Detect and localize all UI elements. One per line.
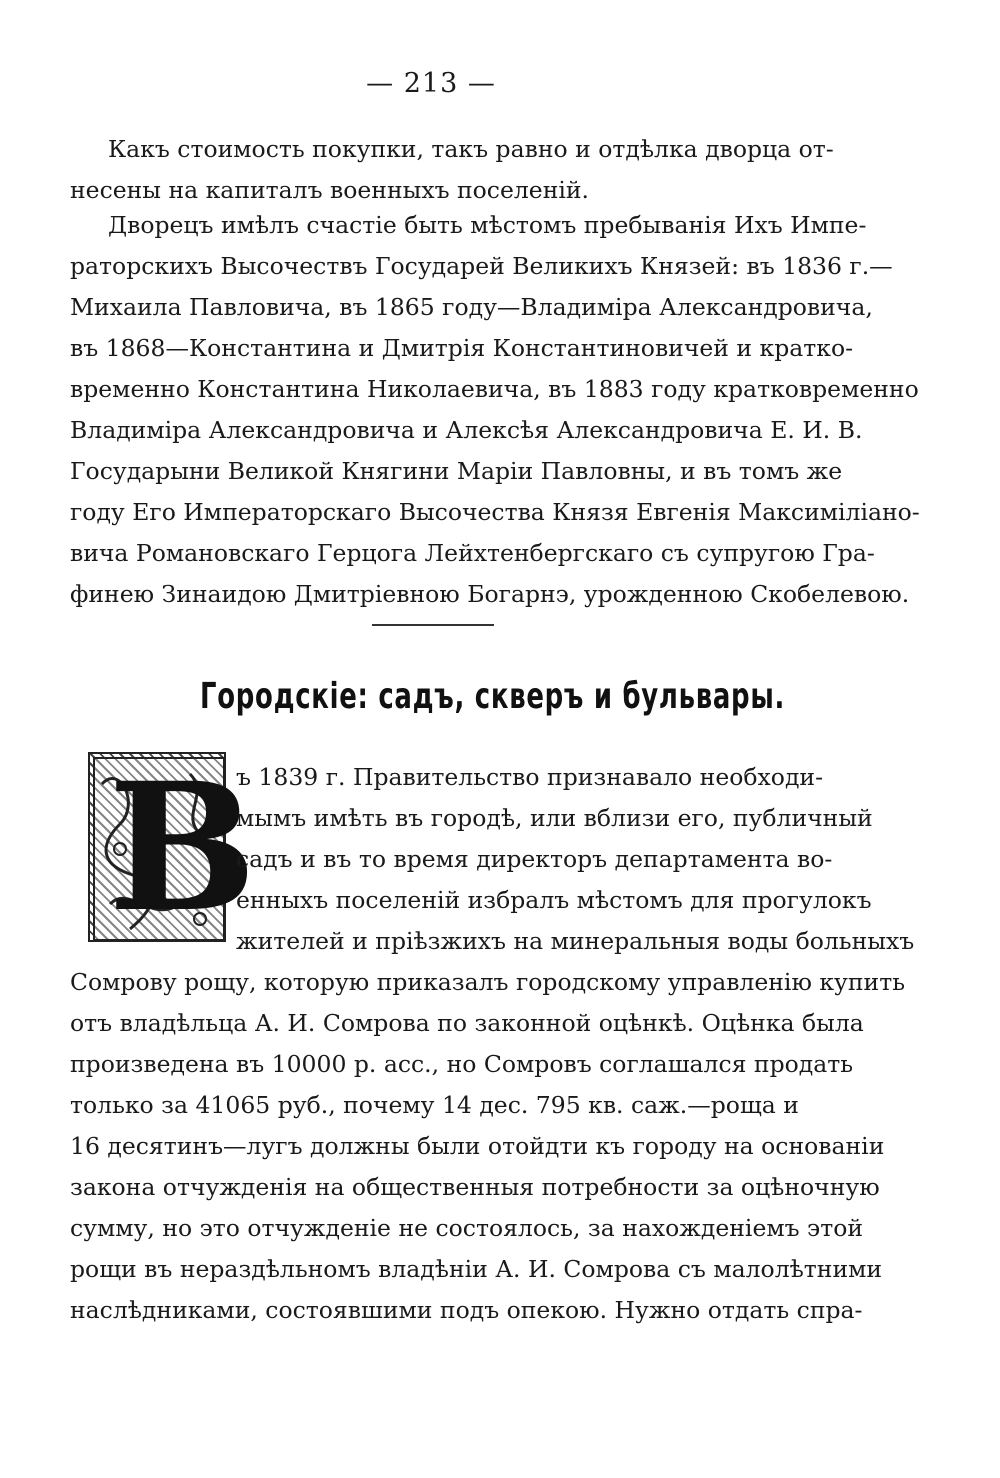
text-line: въ 1868—Константина и Дмитрія Константиновичей и кратко- <box>70 334 854 362</box>
text-line: финею Зинаидою Дмитріевною Богарнэ, урожденною Скобелевою. <box>70 580 910 608</box>
drop-cap-letter: В <box>108 744 257 951</box>
paragraph-palace-visitors <box>70 205 920 615</box>
text-line: закона отчужденія на общественныя потребности за оцѣночную <box>70 1173 880 1201</box>
paragraph-purchase-costs <box>70 129 834 211</box>
text-line: произведена въ 10000 р. асс., но Сомровъ соглашался продать <box>70 1050 854 1078</box>
paragraph-public-garden <box>70 744 915 1331</box>
text-line: 16 десятинъ—лугъ должны были отойдти къ городу на основаніи <box>70 1132 885 1160</box>
text-line: Дворецъ имѣлъ счастіе быть мѣстомъ пребыванія Ихъ Импе- <box>108 211 867 239</box>
text-line: вича Романовскаго Герцога Лейхтенбергскаго съ супругою Гра- <box>70 539 875 567</box>
text-line: году Его Императорскаго Высочества Князя Евгенія Максиміліано- <box>70 498 920 526</box>
section-heading: Городскіе: садъ, скверъ и бульвары. <box>200 676 786 717</box>
text-line: Михаила Павловича, въ 1865 году—Владиміра Александровича, <box>70 293 873 321</box>
text-line: отъ владѣльца А. И. Сомрова по законной оцѣнкѣ. Оцѣнка была <box>70 1009 864 1037</box>
text-line: раторскихъ Высочествъ Государей Великихъ Князей: въ 1836 г.— <box>70 252 893 280</box>
text-line: Владиміра Александровича и Алексѣя Александровича Е. И. В. <box>70 416 863 444</box>
text-line: сумму, но это отчужденіе не состоялось, за нахожденіемъ этой <box>70 1214 864 1242</box>
text-line: несены на капиталъ военныхъ поселеній. <box>70 176 590 204</box>
text-line: Какъ стоимость покупки, такъ равно и отдѣлка дворца от- <box>108 135 834 163</box>
text-line: жителей и пріѣзжихъ на минеральныя воды больныхъ <box>236 927 915 955</box>
text-line: енныхъ поселеній избралъ мѣстомъ для прогулокъ <box>236 886 872 914</box>
section-divider <box>372 624 494 626</box>
text-line: только за 41065 руб., почему 14 дес. 795 кв. саж.—роща и <box>70 1091 799 1119</box>
text-line: мымъ имѣть въ городѣ, или вблизи его, публичный <box>236 804 873 832</box>
text-line: Сомрову рощу, которую приказалъ городскому управленію купить <box>70 968 906 996</box>
text-line: ъ 1839 г. Правительство признавало необходи- <box>236 763 824 791</box>
page-number: — 213 — <box>366 68 496 99</box>
text-line: Государыни Великой Княгини Маріи Павловны, и въ томъ же <box>70 457 843 485</box>
text-line: наслѣдниками, состоявшими подъ опекою. Нужно отдать спра- <box>70 1296 863 1324</box>
text-line: временно Константина Николаевича, въ 1883 году кратковременно <box>70 375 919 403</box>
text-line: рощи въ нераздѣльномъ владѣніи А. И. Сомрова съ малолѣтними <box>70 1255 883 1283</box>
text-line: садъ и въ то время директоръ департамента во- <box>236 845 833 873</box>
